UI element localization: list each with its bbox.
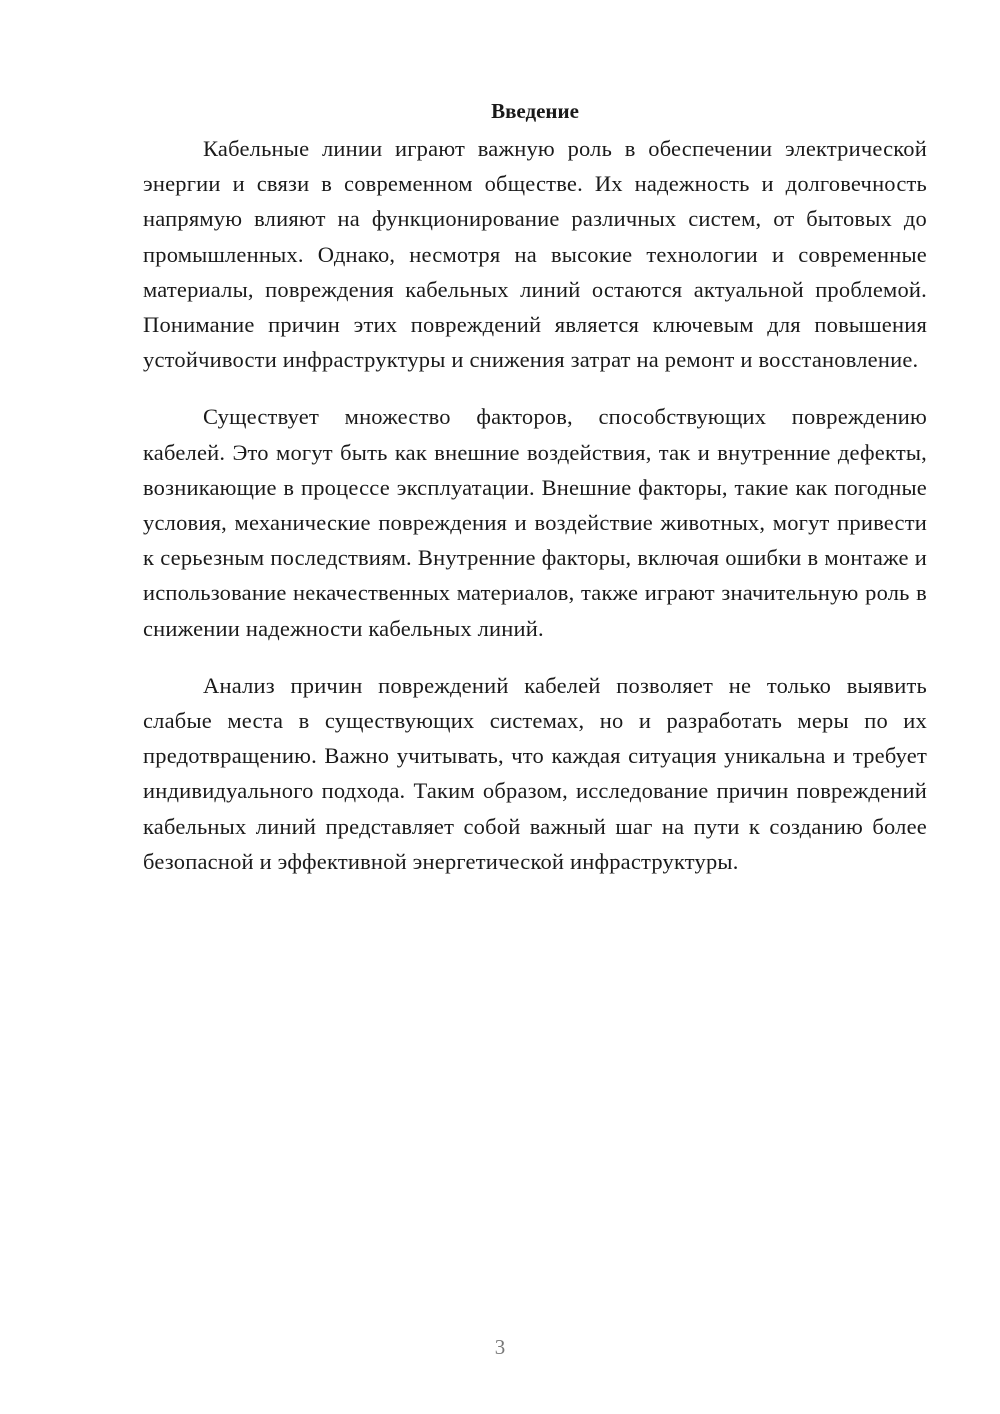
paragraph-3: Анализ причин повреждений кабелей позволяет не только выявить слабые места в существующих системах, но и разработать меры по их предотвращению. Важно учитывать, что каждая ситуация уникальна и требует индивидуального подхода. Таким образом, исследование причин повреждений кабельных линий представляет собой важный шаг на пути к созданию более безопасной и эффективной энергетической инфраструктуры. [143,672,927,874]
document-body [143,96,927,879]
paragraph-2: Существует множество факторов, способствующих повреждению кабелей. Это могут быть как внешние воздействия, так и внутренние дефекты, возникающие в процессе эксплуатации. Внешние факторы, такие как погодные условия, механические повреждения и воздействие животных, могут привести к серьезным последствиям. Внутренние факторы, включая ошибки в монтаже и использование некачественных материалов, также играют значительную роль в снижении надежности кабельных линий. [143,404,927,641]
section-title: Введение [491,99,579,123]
paragraph-1: Кабельные линии играют важную роль в обеспечении электрической энергии и связи в современном обществе. Их надежность и долговечность напрямую влияют на функционирование различных систем, от бытовых до промышленных. Однако, несмотря на высокие технологии и современные материалы, повреждения кабельных линий остаются актуальной проблемой. Понимание причин этих повреждений является ключевым для повышения устойчивости инфраструктуры и снижения затрат на ремонт и восстановление. [143,136,927,373]
page-number: 3 [494,1335,506,1359]
